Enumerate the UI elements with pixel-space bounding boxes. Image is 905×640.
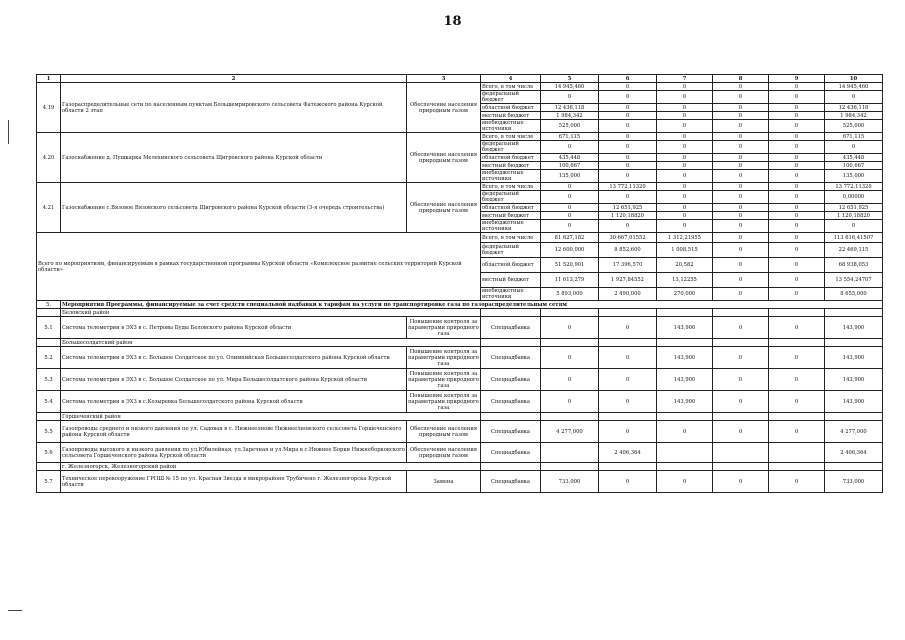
header-cell: 10 bbox=[825, 75, 883, 83]
empty-cell bbox=[541, 463, 599, 471]
amount-cell: 13 772,11320 bbox=[599, 183, 657, 191]
item-number: 4.20 bbox=[37, 133, 61, 183]
amount-cell: 0 bbox=[713, 220, 769, 233]
amount-cell: 435,448 bbox=[541, 154, 599, 162]
funding-source: Спецнадбавка bbox=[481, 317, 541, 339]
header-cell: 1 bbox=[37, 75, 61, 83]
amount-cell: 0 bbox=[599, 112, 657, 120]
empty-cell bbox=[541, 309, 599, 317]
amount-cell: 0 bbox=[769, 243, 825, 258]
amount-cell: 0 bbox=[713, 391, 769, 413]
amount-cell: 0 bbox=[769, 347, 825, 369]
amount-cell bbox=[769, 443, 825, 463]
amount-cell: 270,000 bbox=[657, 288, 713, 301]
amount-cell: 0 bbox=[657, 154, 713, 162]
empty-cell bbox=[825, 413, 883, 421]
amount-cell: 8 852,600 bbox=[599, 243, 657, 258]
item-number: 5.6 bbox=[37, 443, 61, 463]
amount-cell: 0 bbox=[769, 141, 825, 154]
item-name: Газопроводы среднего и низкого давления по ул. Садовая в с. Нижнеелнове Нижнеелновского сельсовета Горшеченского района Курской области bbox=[61, 421, 407, 443]
amount-cell: 143,900 bbox=[825, 317, 883, 339]
amount-cell: 0 bbox=[713, 162, 769, 170]
amount-cell: 0 bbox=[713, 91, 769, 104]
amount-cell: 0 bbox=[769, 183, 825, 191]
amount-cell: 22 469,115 bbox=[825, 243, 883, 258]
amount-cell: 0 bbox=[769, 212, 825, 220]
empty-cell bbox=[599, 413, 657, 421]
amount-cell: 0 bbox=[769, 104, 825, 112]
amount-cell: 100,667 bbox=[541, 162, 599, 170]
item-purpose: Обеспечение населения природным газом bbox=[407, 183, 481, 233]
amount-cell: 0 bbox=[713, 369, 769, 391]
funding-source: Спецнадбавка bbox=[481, 391, 541, 413]
amount-cell: 733,000 bbox=[541, 471, 599, 493]
amount-cell: 5 893,000 bbox=[541, 288, 599, 301]
amount-cell: 0 bbox=[769, 471, 825, 493]
amount-cell bbox=[713, 443, 769, 463]
amount-cell: 1 984,342 bbox=[825, 112, 883, 120]
amount-cell: 0 bbox=[657, 104, 713, 112]
amount-cell: 12 651,925 bbox=[825, 204, 883, 212]
source-label: областной бюджет bbox=[481, 104, 541, 112]
district-name: г. Железногорск, Железногорский район bbox=[61, 463, 481, 471]
amount-cell: 435,448 bbox=[825, 154, 883, 162]
empty-cell bbox=[769, 463, 825, 471]
item-number: 4.19 bbox=[37, 83, 61, 133]
empty-cell bbox=[599, 309, 657, 317]
amount-cell: 0 bbox=[769, 170, 825, 183]
section-row bbox=[37, 301, 883, 309]
empty-cell bbox=[769, 309, 825, 317]
amount-cell: 0 bbox=[713, 288, 769, 301]
amount-cell: 0 bbox=[541, 317, 599, 339]
amount-cell: 1 120,18820 bbox=[599, 212, 657, 220]
amount-cell: 0 bbox=[599, 104, 657, 112]
amount-cell: 143,900 bbox=[657, 391, 713, 413]
empty-cell bbox=[769, 413, 825, 421]
amount-cell: 0 bbox=[769, 288, 825, 301]
amount-cell: 0 bbox=[713, 141, 769, 154]
amount-cell: 0 bbox=[713, 191, 769, 204]
empty-cell bbox=[37, 413, 61, 421]
amount-cell: 0 bbox=[713, 154, 769, 162]
empty-cell bbox=[481, 339, 541, 347]
empty-cell bbox=[37, 309, 61, 317]
amount-cell: 0 bbox=[769, 91, 825, 104]
item-row bbox=[37, 391, 883, 413]
empty-cell bbox=[713, 413, 769, 421]
empty-cell bbox=[769, 339, 825, 347]
amount-cell: 0 bbox=[599, 170, 657, 183]
amount-cell: 143,900 bbox=[657, 317, 713, 339]
amount-cell: 0 bbox=[657, 212, 713, 220]
funding-source: Спецнадбавка bbox=[481, 471, 541, 493]
page-number: 18 bbox=[443, 14, 462, 29]
amount-cell: 0,00000 bbox=[825, 191, 883, 204]
amount-cell: 143,900 bbox=[825, 391, 883, 413]
amount-cell: 12 600,000 bbox=[541, 243, 599, 258]
item-purpose: Обеспечение населения природным газом bbox=[407, 133, 481, 183]
amount-cell: 0 bbox=[657, 191, 713, 204]
amount-cell: 0 bbox=[713, 83, 769, 91]
amount-cell: 0 bbox=[769, 391, 825, 413]
funding-source: Спецнадбавка bbox=[481, 443, 541, 463]
amount-cell: 0 bbox=[769, 133, 825, 141]
amount-cell: 0 bbox=[769, 421, 825, 443]
item-purpose: Обеспечение населения природным газом bbox=[407, 83, 481, 133]
header-cell: 8 bbox=[713, 75, 769, 83]
amount-cell: 81 627,182 bbox=[541, 233, 599, 243]
amount-cell: 1 984,342 bbox=[541, 112, 599, 120]
item-purpose: Повышение контроля за параметрами природного газа bbox=[408, 318, 479, 337]
empty-cell bbox=[599, 463, 657, 471]
amount-cell: 0 bbox=[599, 369, 657, 391]
amount-cell: 525,000 bbox=[825, 120, 883, 133]
amount-cell: 0 bbox=[713, 170, 769, 183]
amount-cell: 14 945,460 bbox=[825, 83, 883, 91]
header-cell: 9 bbox=[769, 75, 825, 83]
amount-cell: 0 bbox=[541, 191, 599, 204]
section-title: Мероприятия Программы, финансируемые за счет средств специальной надбавки к тарифам на услуги по транспортировке газа по газораспределительным сетям bbox=[61, 301, 883, 309]
empty-cell bbox=[657, 339, 713, 347]
source-label: местный бюджет bbox=[481, 112, 541, 120]
district-row bbox=[37, 309, 883, 317]
amount-cell: 1 312,21955 bbox=[657, 233, 713, 243]
amount-cell: 0 bbox=[657, 141, 713, 154]
header-cell: 4 bbox=[481, 75, 541, 83]
empty-cell bbox=[37, 339, 61, 347]
source-label: внебюджетные источники bbox=[481, 288, 541, 301]
empty-cell bbox=[37, 463, 61, 471]
amount-cell: 20,582 bbox=[657, 258, 713, 273]
source-label: областной бюджет bbox=[481, 154, 541, 162]
source-label: областной бюджет bbox=[481, 204, 541, 212]
source-label: Всего, в том числе bbox=[481, 83, 541, 91]
source-label: Всего, в том числе bbox=[481, 183, 541, 191]
amount-cell: 13,12255 bbox=[657, 273, 713, 288]
amount-cell: 0 bbox=[825, 220, 883, 233]
amount-cell: 14 945,460 bbox=[541, 83, 599, 91]
amount-cell: 0 bbox=[713, 421, 769, 443]
amount-cell: 0 bbox=[769, 191, 825, 204]
amount-cell: 0 bbox=[657, 162, 713, 170]
item-number: 5.4 bbox=[37, 391, 61, 413]
item-name: Система телеметрии в ЭХЗ в с. Большое Солдатское по ул. Мира Большесолдатского района Курской области bbox=[61, 369, 407, 391]
empty-cell bbox=[481, 309, 541, 317]
amount-cell: 0 bbox=[599, 191, 657, 204]
amount-cell: 0 bbox=[713, 112, 769, 120]
amount-cell: 0 bbox=[599, 162, 657, 170]
amount-cell: 1 008,515 bbox=[657, 243, 713, 258]
item-purpose: Повышение контроля за параметрами природного газа bbox=[408, 370, 479, 389]
amount-cell: 0 bbox=[657, 204, 713, 212]
amount-cell: 1 927,84552 bbox=[599, 273, 657, 288]
item-row bbox=[37, 471, 883, 493]
amount-cell: 0 bbox=[713, 133, 769, 141]
amount-cell: 143,900 bbox=[657, 369, 713, 391]
amount-cell: 0 bbox=[713, 258, 769, 273]
empty-cell bbox=[657, 413, 713, 421]
amount-cell: 0 bbox=[713, 120, 769, 133]
amount-cell: 100,667 bbox=[825, 162, 883, 170]
amount-cell: 11 613,279 bbox=[541, 273, 599, 288]
empty-cell bbox=[541, 413, 599, 421]
empty-cell bbox=[825, 339, 883, 347]
amount-cell: 0 bbox=[657, 421, 713, 443]
amount-cell: 0 bbox=[769, 233, 825, 243]
item-name: Газопроводы высокого и низкого давления по ул.Юбилейная, ул.Заречная и ул.Мира в с.Нижнее Борки Нижнеборковского сельсовета Горшеченского района Курской области bbox=[61, 443, 407, 463]
item-row bbox=[37, 443, 883, 463]
empty-cell bbox=[713, 309, 769, 317]
item-number: 5.7 bbox=[37, 471, 61, 493]
funding-source: Спецнадбавка bbox=[481, 347, 541, 369]
amount-cell: 0 bbox=[541, 391, 599, 413]
district-row bbox=[37, 339, 883, 347]
district-name: Беловский район bbox=[61, 309, 481, 317]
amount-cell: 113 616,41507 bbox=[825, 233, 883, 243]
district-name: Большесолдатский район bbox=[61, 339, 481, 347]
amount-cell: 0 bbox=[599, 83, 657, 91]
item-number: 5.2 bbox=[37, 347, 61, 369]
amount-cell: 0 bbox=[541, 141, 599, 154]
amount-cell: 0 bbox=[599, 421, 657, 443]
amount-cell: 0 bbox=[541, 347, 599, 369]
amount-cell: 0 bbox=[599, 91, 657, 104]
amount-cell: 0 bbox=[825, 91, 883, 104]
empty-cell bbox=[541, 339, 599, 347]
source-label: Всего, в том числе bbox=[481, 233, 541, 243]
source-label: внебюджетные источники bbox=[481, 120, 541, 133]
amount-cell: 0 bbox=[825, 141, 883, 154]
header-row bbox=[37, 75, 883, 83]
amount-cell: 0 bbox=[599, 220, 657, 233]
amount-cell: 0 bbox=[599, 471, 657, 493]
amount-cell: 143,900 bbox=[825, 369, 883, 391]
amount-cell: 0 bbox=[657, 120, 713, 133]
source-label: внебюджетные источники bbox=[481, 220, 541, 233]
amount-cell: 135,000 bbox=[541, 170, 599, 183]
margin-mark-bottom bbox=[8, 610, 22, 611]
amount-cell: 0 bbox=[713, 204, 769, 212]
amount-cell: 0 bbox=[657, 133, 713, 141]
item-name: Газораспределительные сети по населенным пунктам Большемрировского сельсовета Фатежского района Курской области 2 этап bbox=[61, 83, 407, 133]
amount-cell: 0 bbox=[657, 112, 713, 120]
amount-cell: 0 bbox=[713, 104, 769, 112]
item-row bbox=[37, 347, 883, 369]
amount-cell: 0 bbox=[657, 83, 713, 91]
amount-cell: 0 bbox=[769, 258, 825, 273]
amount-cell: 51 520,901 bbox=[541, 258, 599, 273]
empty-cell bbox=[481, 463, 541, 471]
source-label: внебюджетные источники bbox=[481, 170, 541, 183]
amount-cell: 0 bbox=[541, 91, 599, 104]
header-cell: 3 bbox=[407, 75, 481, 83]
amount-cell: 0 bbox=[599, 317, 657, 339]
amount-cell: 0 bbox=[769, 154, 825, 162]
amount-cell: 12 436,118 bbox=[541, 104, 599, 112]
amount-cell: 0 bbox=[713, 317, 769, 339]
empty-cell bbox=[481, 413, 541, 421]
amount-cell: 2 406,364 bbox=[825, 443, 883, 463]
table-row bbox=[37, 133, 883, 141]
amount-cell: 525,000 bbox=[541, 120, 599, 133]
total-label: Всего по мероприятиям, финансируемым в рамках государственной программы Курской области «Комплексное развитие сельских территорий Курской области» bbox=[37, 233, 481, 301]
item-purpose: Замена bbox=[407, 471, 481, 493]
header-cell: 2 bbox=[61, 75, 407, 83]
table-row bbox=[37, 83, 883, 91]
source-label: местный бюджет bbox=[481, 162, 541, 170]
funding-source: Спецнадбавка bbox=[481, 421, 541, 443]
amount-cell: 0 bbox=[769, 369, 825, 391]
amount-cell: 17 396,570 bbox=[599, 258, 657, 273]
amount-cell: 0 bbox=[541, 204, 599, 212]
item-purpose: Обеспечение населения природным газом bbox=[407, 421, 481, 443]
header-cell: 6 bbox=[599, 75, 657, 83]
amount-cell: 0 bbox=[599, 120, 657, 133]
item-row bbox=[37, 317, 883, 339]
empty-cell bbox=[713, 463, 769, 471]
amount-cell: 0 bbox=[769, 83, 825, 91]
amount-cell: 0 bbox=[713, 273, 769, 288]
amount-cell: 1 120,18820 bbox=[825, 212, 883, 220]
amount-cell: 0 bbox=[713, 471, 769, 493]
amount-cell: 13 554,24707 bbox=[825, 273, 883, 288]
amount-cell: 12 436,118 bbox=[825, 104, 883, 112]
amount-cell: 0 bbox=[657, 183, 713, 191]
amount-cell: 0 bbox=[541, 212, 599, 220]
item-purpose: Повышение контроля за параметрами природного газа bbox=[408, 348, 479, 367]
amount-cell: 0 bbox=[713, 212, 769, 220]
amount-cell: 0 bbox=[713, 243, 769, 258]
amount-cell: 0 bbox=[657, 91, 713, 104]
amount-cell: 2 406,364 bbox=[599, 443, 657, 463]
amount-cell: 0 bbox=[769, 317, 825, 339]
amount-cell: 0 bbox=[599, 141, 657, 154]
amount-cell: 143,900 bbox=[657, 347, 713, 369]
source-label: федеральный бюджет bbox=[481, 141, 541, 154]
funding-source: Спецнадбавка bbox=[481, 369, 541, 391]
amount-cell: 8 655,000 bbox=[825, 288, 883, 301]
amount-cell bbox=[657, 443, 713, 463]
item-purpose: Обеспечение населения природным газом bbox=[407, 443, 481, 463]
amount-cell: 0 bbox=[657, 170, 713, 183]
item-name: Система телеметрии в ЭХЗ в с. Большое Солдатское по ул. Олимпийская Большесолдатского района Курской области bbox=[61, 347, 407, 369]
amount-cell: 0 bbox=[599, 133, 657, 141]
amount-cell: 671,115 bbox=[825, 133, 883, 141]
budget-table bbox=[36, 74, 883, 493]
item-name: Система телеметрии в ЭХЗ в с. Петровы Буды Беловского района Курской области bbox=[61, 317, 407, 339]
amount-cell: 0 bbox=[769, 112, 825, 120]
amount-cell: 0 bbox=[599, 347, 657, 369]
empty-cell bbox=[713, 339, 769, 347]
district-row bbox=[37, 413, 883, 421]
item-number: 4.21 bbox=[37, 183, 61, 233]
header-cell: 7 bbox=[657, 75, 713, 83]
amount-cell: 0 bbox=[713, 233, 769, 243]
item-number: 5.3 bbox=[37, 369, 61, 391]
amount-cell: 4 277,000 bbox=[825, 421, 883, 443]
source-label: Всего, в том числе bbox=[481, 133, 541, 141]
amount-cell: 0 bbox=[769, 162, 825, 170]
amount-cell: 0 bbox=[769, 204, 825, 212]
amount-cell: 0 bbox=[541, 183, 599, 191]
empty-cell bbox=[825, 309, 883, 317]
district-name: Горшеченский район bbox=[61, 413, 481, 421]
amount-cell: 0 bbox=[599, 154, 657, 162]
amount-cell: 12 651,925 bbox=[599, 204, 657, 212]
source-label: федеральный бюджет bbox=[481, 91, 541, 104]
item-name: Техническое перевооружение ГРПШ № 15 по ул. Красная Звезда в микрорайоне Трубичено г. Железногорска Курской области bbox=[61, 471, 407, 493]
source-label: федеральный бюджет bbox=[481, 191, 541, 204]
amount-cell: 671,115 bbox=[541, 133, 599, 141]
total-row bbox=[37, 233, 883, 243]
amount-cell: 4 277,000 bbox=[541, 421, 599, 443]
amount-cell: 0 bbox=[713, 347, 769, 369]
item-purpose: Повышение контроля за параметрами природного газа bbox=[408, 392, 479, 411]
district-row bbox=[37, 463, 883, 471]
source-label: местный бюджет bbox=[481, 273, 541, 288]
empty-cell bbox=[657, 309, 713, 317]
source-label: областной бюджет bbox=[481, 258, 541, 273]
amount-cell: 68 938,053 bbox=[825, 258, 883, 273]
empty-cell bbox=[599, 339, 657, 347]
item-name: Газоснабжение д. Пушкарка Мелехинского сельсовета Щигровского района Курской области bbox=[61, 133, 407, 183]
amount-cell: 30 667,01552 bbox=[599, 233, 657, 243]
empty-cell bbox=[657, 463, 713, 471]
amount-cell: 0 bbox=[713, 183, 769, 191]
amount-cell: 0 bbox=[541, 220, 599, 233]
margin-mark bbox=[8, 120, 9, 144]
amount-cell: 0 bbox=[769, 220, 825, 233]
item-number: 5.1 bbox=[37, 317, 61, 339]
source-label: местный бюджет bbox=[481, 212, 541, 220]
item-number: 5.5 bbox=[37, 421, 61, 443]
section-number: 5. bbox=[37, 301, 61, 309]
amount-cell: 0 bbox=[657, 471, 713, 493]
item-row bbox=[37, 369, 883, 391]
empty-cell bbox=[825, 463, 883, 471]
table-row bbox=[37, 183, 883, 191]
amount-cell: 0 bbox=[769, 120, 825, 133]
amount-cell: 0 bbox=[599, 391, 657, 413]
amount-cell bbox=[541, 443, 599, 463]
source-label: федеральный бюджет bbox=[481, 243, 541, 258]
item-name: Газоснабжение с.Вязовое Вязовского сельсовета Щигровского района Курской области (3-я очередь строительства) bbox=[61, 183, 407, 233]
amount-cell: 143,900 bbox=[825, 347, 883, 369]
header-cell: 5 bbox=[541, 75, 599, 83]
amount-cell: 0 bbox=[541, 369, 599, 391]
amount-cell: 13 772,11320 bbox=[825, 183, 883, 191]
amount-cell: 2 490,000 bbox=[599, 288, 657, 301]
amount-cell: 0 bbox=[769, 273, 825, 288]
amount-cell: 733,000 bbox=[825, 471, 883, 493]
item-row bbox=[37, 421, 883, 443]
amount-cell: 135,000 bbox=[825, 170, 883, 183]
amount-cell: 0 bbox=[657, 220, 713, 233]
item-name: Система телеметрии в ЭХЗ в с.Козыревка Большесолдатского района Курской области bbox=[61, 391, 407, 413]
